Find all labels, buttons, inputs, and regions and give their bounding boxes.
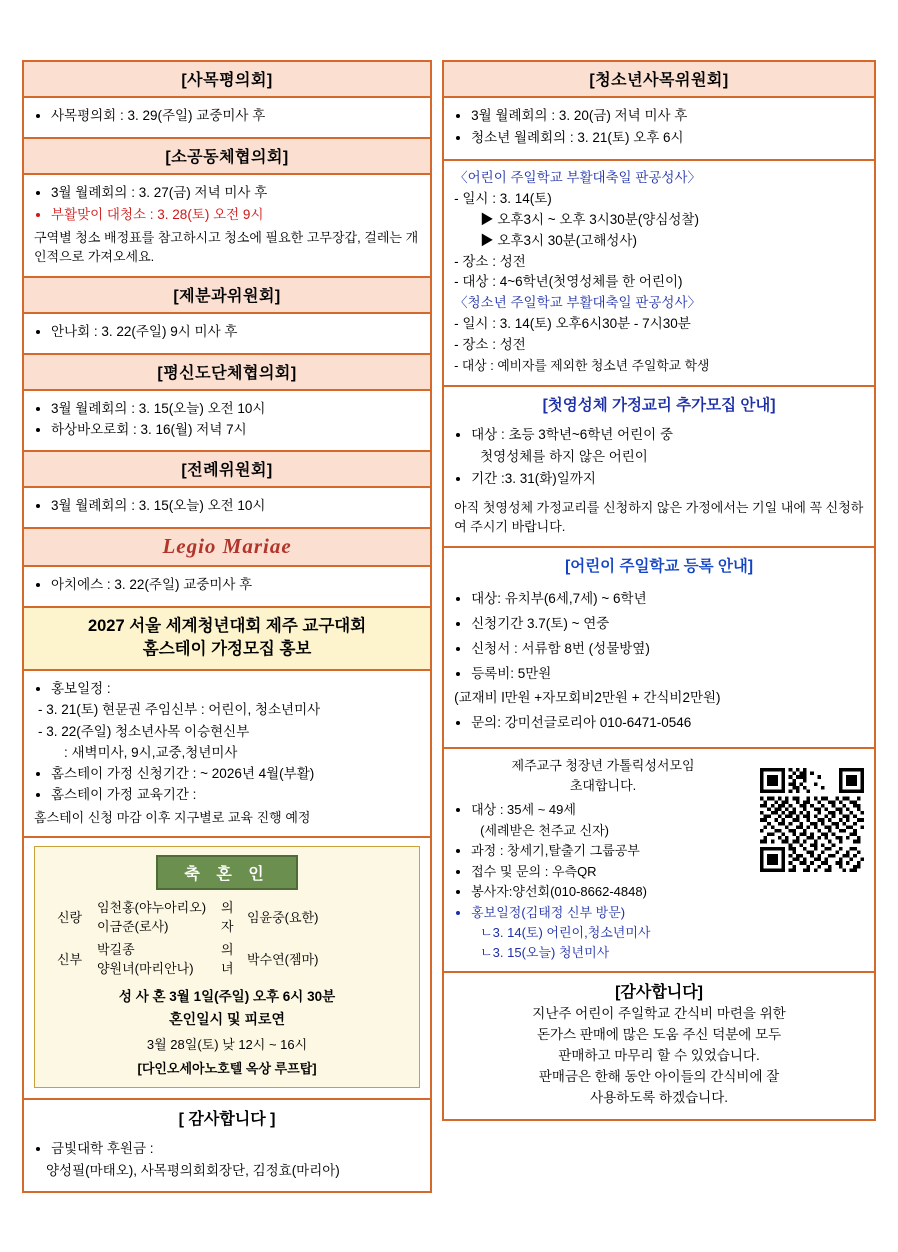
list-item: • 하상바오로회 : 3. 16(월) 저녁 7시 [51,420,420,440]
right-column [442,60,876,1121]
list-item: • 3월 월례회의 : 3. 15(오늘) 오전 10시 [51,496,420,517]
bride-rel-1: 의 [221,942,234,958]
list-item: • 대상: 유치부(6세,7세) ~ 6학년 [471,589,864,610]
section-body [24,671,430,836]
wedding-title [43,855,411,890]
block1-line-1: - 일시 : 3. 14(토) [454,190,552,206]
list-item: • 신청기간 3.7(토) ~ 연중 [471,614,864,635]
list-item: • 홍보일정 : [51,679,420,699]
list-item: • 청소년 월례회의 : 3. 21(토) 오후 6시 [471,128,864,149]
section-left-thanks [22,1098,432,1193]
wedding-body [24,838,430,1098]
section-body [24,314,430,353]
bride-name: 박수연(젬마) [247,951,319,967]
title-line-2: 홈스테이 가정모집 홍보 [142,640,312,659]
qr-code-icon[interactable] [760,768,864,872]
list-item: • 기간 :3. 31(화)일까지 [471,469,864,490]
list-item: • 3월 월례회의 : 3. 15(오늘) 오전 10시 [51,399,420,419]
section-lay-group [22,353,432,451]
block1-line-5: - 대상 : 4~6학년(첫영성체를 한 어린이) [454,274,683,290]
section-body [444,1004,874,1119]
list-item: • 사목평의회 : 3. 29(주일) 교중미사 후 [51,106,420,127]
section-title: [전례위원회] [24,452,430,488]
section-body [24,1131,430,1191]
qr-text [454,756,752,962]
registration-fee-note: (교재비 l만원 +자모회비2만원 + 간식비2만원) [454,690,721,706]
section-note: 구역별 청소 배정표를 참고하시고 청소에 필요한 고무장갑, 걸레는 개인적으로 가져오세요. [34,229,419,265]
section-title-legio [24,529,430,567]
section-body [24,175,430,276]
block2-line-3: - 대상 : 예비자를 제외한 청소년 주일학교 학생 [454,358,710,374]
section-body-confession [444,159,874,385]
two-column-layout [22,60,876,1193]
list-item: • 과정 : 창세기,탈출기 그룹공부 [471,841,752,861]
thanks-line-4: 판매금은 한해 동안 아이들의 간식비에 잘 [538,1069,780,1085]
section-right-thanks [442,971,876,1121]
bride-label: 신부 [57,951,83,967]
title-line-1: 2027 서울 세계청년대회 제주 교구대회 [87,617,367,636]
section-wedding [22,836,432,1098]
section-legio-mariae [22,527,432,606]
wedding-reception-date: 3월 28일(토) 낮 12시 ~ 16시 [146,1037,308,1053]
section-title: [평신도단체협의회] [24,355,430,391]
list-item: • 신청서 : 서류함 8번 (성물방옆) [471,639,864,660]
section-body [444,578,874,748]
section-body [24,488,430,527]
groom-rel-2: 자 [221,919,234,935]
section-title: [첫영성체 가정교리 추가모집 안내] [542,396,776,414]
list-item: • 3월 월례회의 : 3. 20(금) 저녁 미사 후 [471,106,864,127]
list-item: • 등록비: 5만원 [471,664,864,685]
list-item: • 대상 : 초등 3학년~6학년 어린이 중 [471,425,864,446]
groom-name: 임윤중(요한) [247,909,319,925]
list-item: • 홈스테이 가정 신청기간 : ~ 2026년 4월(부활) [51,764,420,784]
section-title-wrap [444,387,874,417]
section-youth-bible-group [442,747,876,971]
thanks-line-5: 사용하도록 하겠습니다. [590,1089,729,1105]
list-subitem: (세례받은 천주교 신자) [480,822,610,838]
section-title-wrap [444,548,874,578]
section-body [444,98,874,159]
thanks-line-2: 돈가스 판매에 많은 도움 주신 덕분에 모두 [536,1027,782,1043]
section-title: [제분과위원회] [24,278,430,314]
bible-sub-1: ㄴ3. 14(토) 어린이,청소년미사 [480,925,651,941]
groom-label: 신랑 [57,909,83,925]
list-item: • 아치에스 : 3. 22(주일) 교중미사 후 [51,575,420,596]
section-title: [소공동체협의회] [24,139,430,175]
groom-rel-1: 의 [221,900,234,916]
section-title: [ 감사합니다 ] [178,1111,276,1129]
list-item: • 안나회 : 3. 22(주일) 9시 미사 후 [51,322,420,343]
bride-rel-2: 녀 [221,961,234,977]
section-jaebun [22,276,432,353]
wedding-bride-row [43,939,411,977]
list-item: • 홍보일정(김태정 신부 방문) [471,903,752,923]
wedding-ribbon-label: 축 혼 인 [156,855,297,890]
qr-row [454,756,864,962]
list-item: - 3. 21(토) 현문권 주임신부 : 어린이, 청소년미사 [38,702,321,718]
list-item: • 금빛대학 후원금 : [51,1139,420,1160]
section-body [24,567,430,606]
list-item-contact: • 문의: 강미선글로리아 010-6471-0546 [471,713,864,734]
list-item: • 홈스테이 가정 교육기간 : [51,785,420,805]
section-youth-committee [442,60,876,385]
block2-line-2: - 장소 : 성전 [454,337,526,353]
thanks-subline: 양성필(마태오), 사목평의회회장단, 김정효(마리아) [46,1163,340,1179]
list-item: • 대상 : 35세 ~ 49세 [471,800,752,820]
block-title-1: 〈어린이 주일학교 부활대축일 판공성사〉 [454,169,702,185]
list-item: • 3월 월례회의 : 3. 27(금) 저녁 미사 후 [51,183,420,204]
bible-line-2: 초대합니다. [569,777,637,793]
legio-title-text: Legio Mariae [162,534,292,559]
block2-line-1: - 일시 : 3. 14(토) 오후6시30분 - 7시30분 [454,316,691,332]
wedding-ceremony: 성 사 혼 3월 1일(주일) 오후 6시 30분 [118,989,336,1005]
section-pastoral-council [22,60,432,137]
list-item: • 접수 및 문의 : 우측QR [471,862,752,882]
block1-line-3: ▶ 오후3시 30분(고해성사) [480,232,637,248]
list-item: : 새벽미사, 9시,교중,청년미사 [64,744,238,760]
section-title: [사목평의회] [24,62,430,98]
section-body [24,98,430,137]
left-column [22,60,432,1193]
wedding-card [34,846,420,1088]
groom-parent-1: 임천홍(야누아리오) [97,900,207,916]
section-wyd-homestay [22,606,432,836]
wedding-reception-title: 혼인일시 및 피로연 [169,1011,286,1028]
section-small-community [22,137,432,276]
list-item-highlight: • 부활맞이 대청소 : 3. 28(토) 오전 9시 [51,205,420,226]
section-body [444,417,874,546]
wedding-groom-row [43,897,411,935]
section-note: 아직 첫영성체 가정교리를 신청하지 않은 가정에서는 기일 내에 꼭 신청하여 주시기 바랍니다. [454,499,864,535]
bride-parent-1: 박길종 [97,942,135,958]
section-title [24,608,430,671]
section-title: [감사합니다] [615,984,704,1002]
bible-sub-2: ㄴ3. 15(오늘) 청년미사 [480,944,610,960]
thanks-line-1: 지난주 어린이 주일학교 간식비 마련을 위한 [532,1006,786,1022]
section-body [444,749,874,971]
section-first-communion [442,385,876,546]
section-liturgy [22,450,432,527]
wedding-venue: [다인오세아노호텔 옥상 루프탑] [137,1061,317,1077]
block1-line-2: ▶ 오후3시 ~ 오후 3시30분(양심성찰) [480,211,699,227]
section-title: [어린이 주일학교 등록 안내] [565,557,754,575]
list-item: • 봉사자:양선회(010-8662-4848) [471,882,752,902]
section-note: 홈스테이 신청 마감 이후 지구별로 교육 진행 예정 [34,809,311,825]
section-title: [청소년사목위원회] [444,62,874,98]
bible-line-1: 제주교구 청장년 가톨릭성서모임 [511,758,695,774]
block-title-2: 〈청소년 주일학교 부활대축일 판공성사〉 [454,295,702,311]
bride-parent-2: 양원녀(마리안나) [97,961,194,977]
list-item: - 3. 22(주일) 청소년사목 이승현신부 [38,723,250,739]
block1-line-4: - 장소 : 성전 [454,253,526,269]
section-body [24,391,430,451]
thanks-line-3: 판매하고 마무리 할 수 있었습니다. [558,1048,760,1064]
list-subitem: 첫영성체를 하지 않은 어린이 [480,448,648,464]
groom-parent-2: 이금준(로사) [97,919,169,935]
section-sunday-school-registration [442,546,876,748]
